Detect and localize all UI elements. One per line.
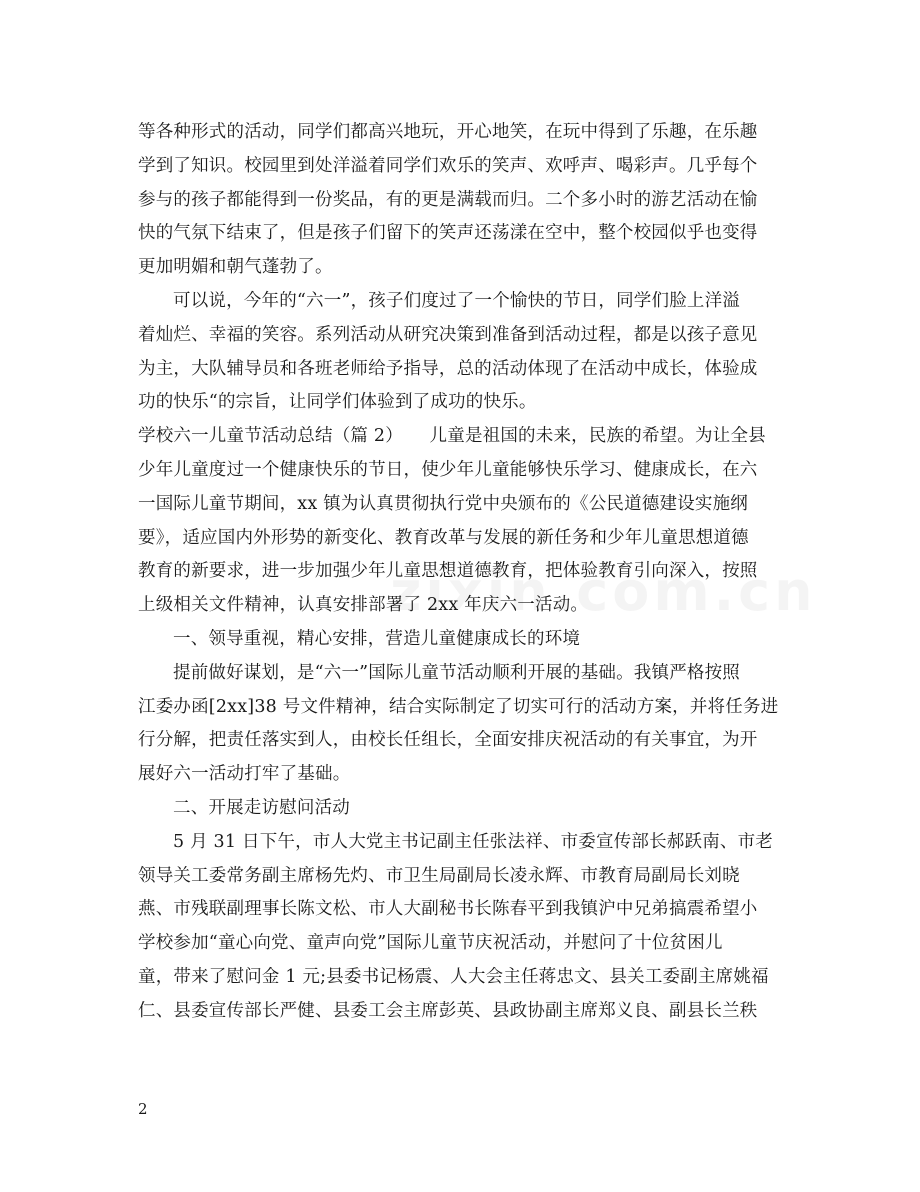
text-line: 仁、县委宣传部长严健、县委工会主席彭英、县政协副主席郑义良、副县长兰秩 [138,1000,758,1021]
paragraph-start-line: 提前做好谋划，是“六一”国际儿童节活动顺利开展的基础。我镇严格按照 [173,662,740,683]
text-line: 展好六一活动打牢了基础。 [138,764,351,785]
text-line: 燕、市残联副理事长陈文松、市人大副秘书长陈春平到我镇沪中兄弟搞震希望小 [138,899,758,920]
text-line: 行分解，把责任落实到人，由校长任组长，全面安排庆祝活动的有关事宜，为开 [138,730,758,751]
subheading-line: 二、开展走访慰问活动 [173,797,350,818]
section-heading-line: 学校六一儿童节活动总结（篇 2） 儿童是祖国的未来，民族的希望。为让全县 [138,426,766,447]
text-line: 江委办函[2xx]38 号文件精神，结合实际制定了切实可行的活动方案，并将任务进 [138,696,779,717]
text-line: 着灿烂、幸福的笑容。系列活动从研究决策到准备到活动过程，都是以孩子意见 [138,324,758,345]
text-line: 等各种形式的活动，同学们都高兴地玩，开心地笑，在玩中得到了乐趣，在乐趣 [138,122,758,142]
text-line: 童，带来了慰问金 1 元;县委书记杨震、人大会主任蒋忠文、县关工委副主席姚福 [138,966,769,987]
text-line: 功的快乐“的宗旨，让同学们体验到了成功的快乐。 [138,392,537,413]
text-line: 一国际儿童节期间，xx 镇为认真贯彻执行党中央颁布的《公民道德建设实施纲 [138,493,748,514]
watermark [390,560,817,623]
page-number: 2 [138,1100,148,1118]
subheading-line: 一、领导重视，精心安排，营造儿童健康成长的环境 [173,628,581,649]
paragraph-start-line: 5 月 31 日下午，市人大党主书记副主任张法祥、市委宣传部长郝跃南、市老 [173,831,773,852]
text-line: 要》，适应国内外形势的新变化、教育改革与发展的新任务和少年儿童思想道德 [138,527,749,548]
text-line: 上级相关文件精神，认真安排部署了 2xx 年庆六一活动。 [138,595,589,616]
text-line: 学到了知识。校园里到处洋溢着同学们欢乐的笑声、欢呼声、喝彩声。几乎每个 [138,155,758,176]
text-line: 学校参加“童心向党、童声向党”国际儿童节庆祝活动，并慰问了十位贫困儿 [138,933,723,954]
text-line: 领导关工委常务副主席杨先灼、市卫生局副局长凌永辉、市教育局副局长刘晓 [138,865,740,886]
text-line: 快的气氛下结束了，但是孩子们留下的笑声还荡漾在空中，整个校园似乎也变得 [138,223,758,244]
paragraph-start-line: 可以说，今年的“六一”，孩子们度过了一个愉快的节日，同学们脸上洋溢 [173,290,740,311]
text-line: 为主，大队辅导员和各班老师给予指导，总的活动体现了在活动中成长，体验成 [138,358,758,379]
text-line: 更加明媚和朝气蓬勃了。 [138,257,333,278]
text-line: 少年儿童度过一个健康快乐的节日，使少年儿童能够快乐学习、健康成长，在六 [138,459,758,480]
text-line: 教育的新要求，进一步加强少年儿童思想道德教育，把体验教育引向深入，按照 [138,561,758,582]
text-line: 参与的孩子都能得到一份奖品，有的更是满载而归。二个多小时的游艺活动在愉 [138,189,758,210]
